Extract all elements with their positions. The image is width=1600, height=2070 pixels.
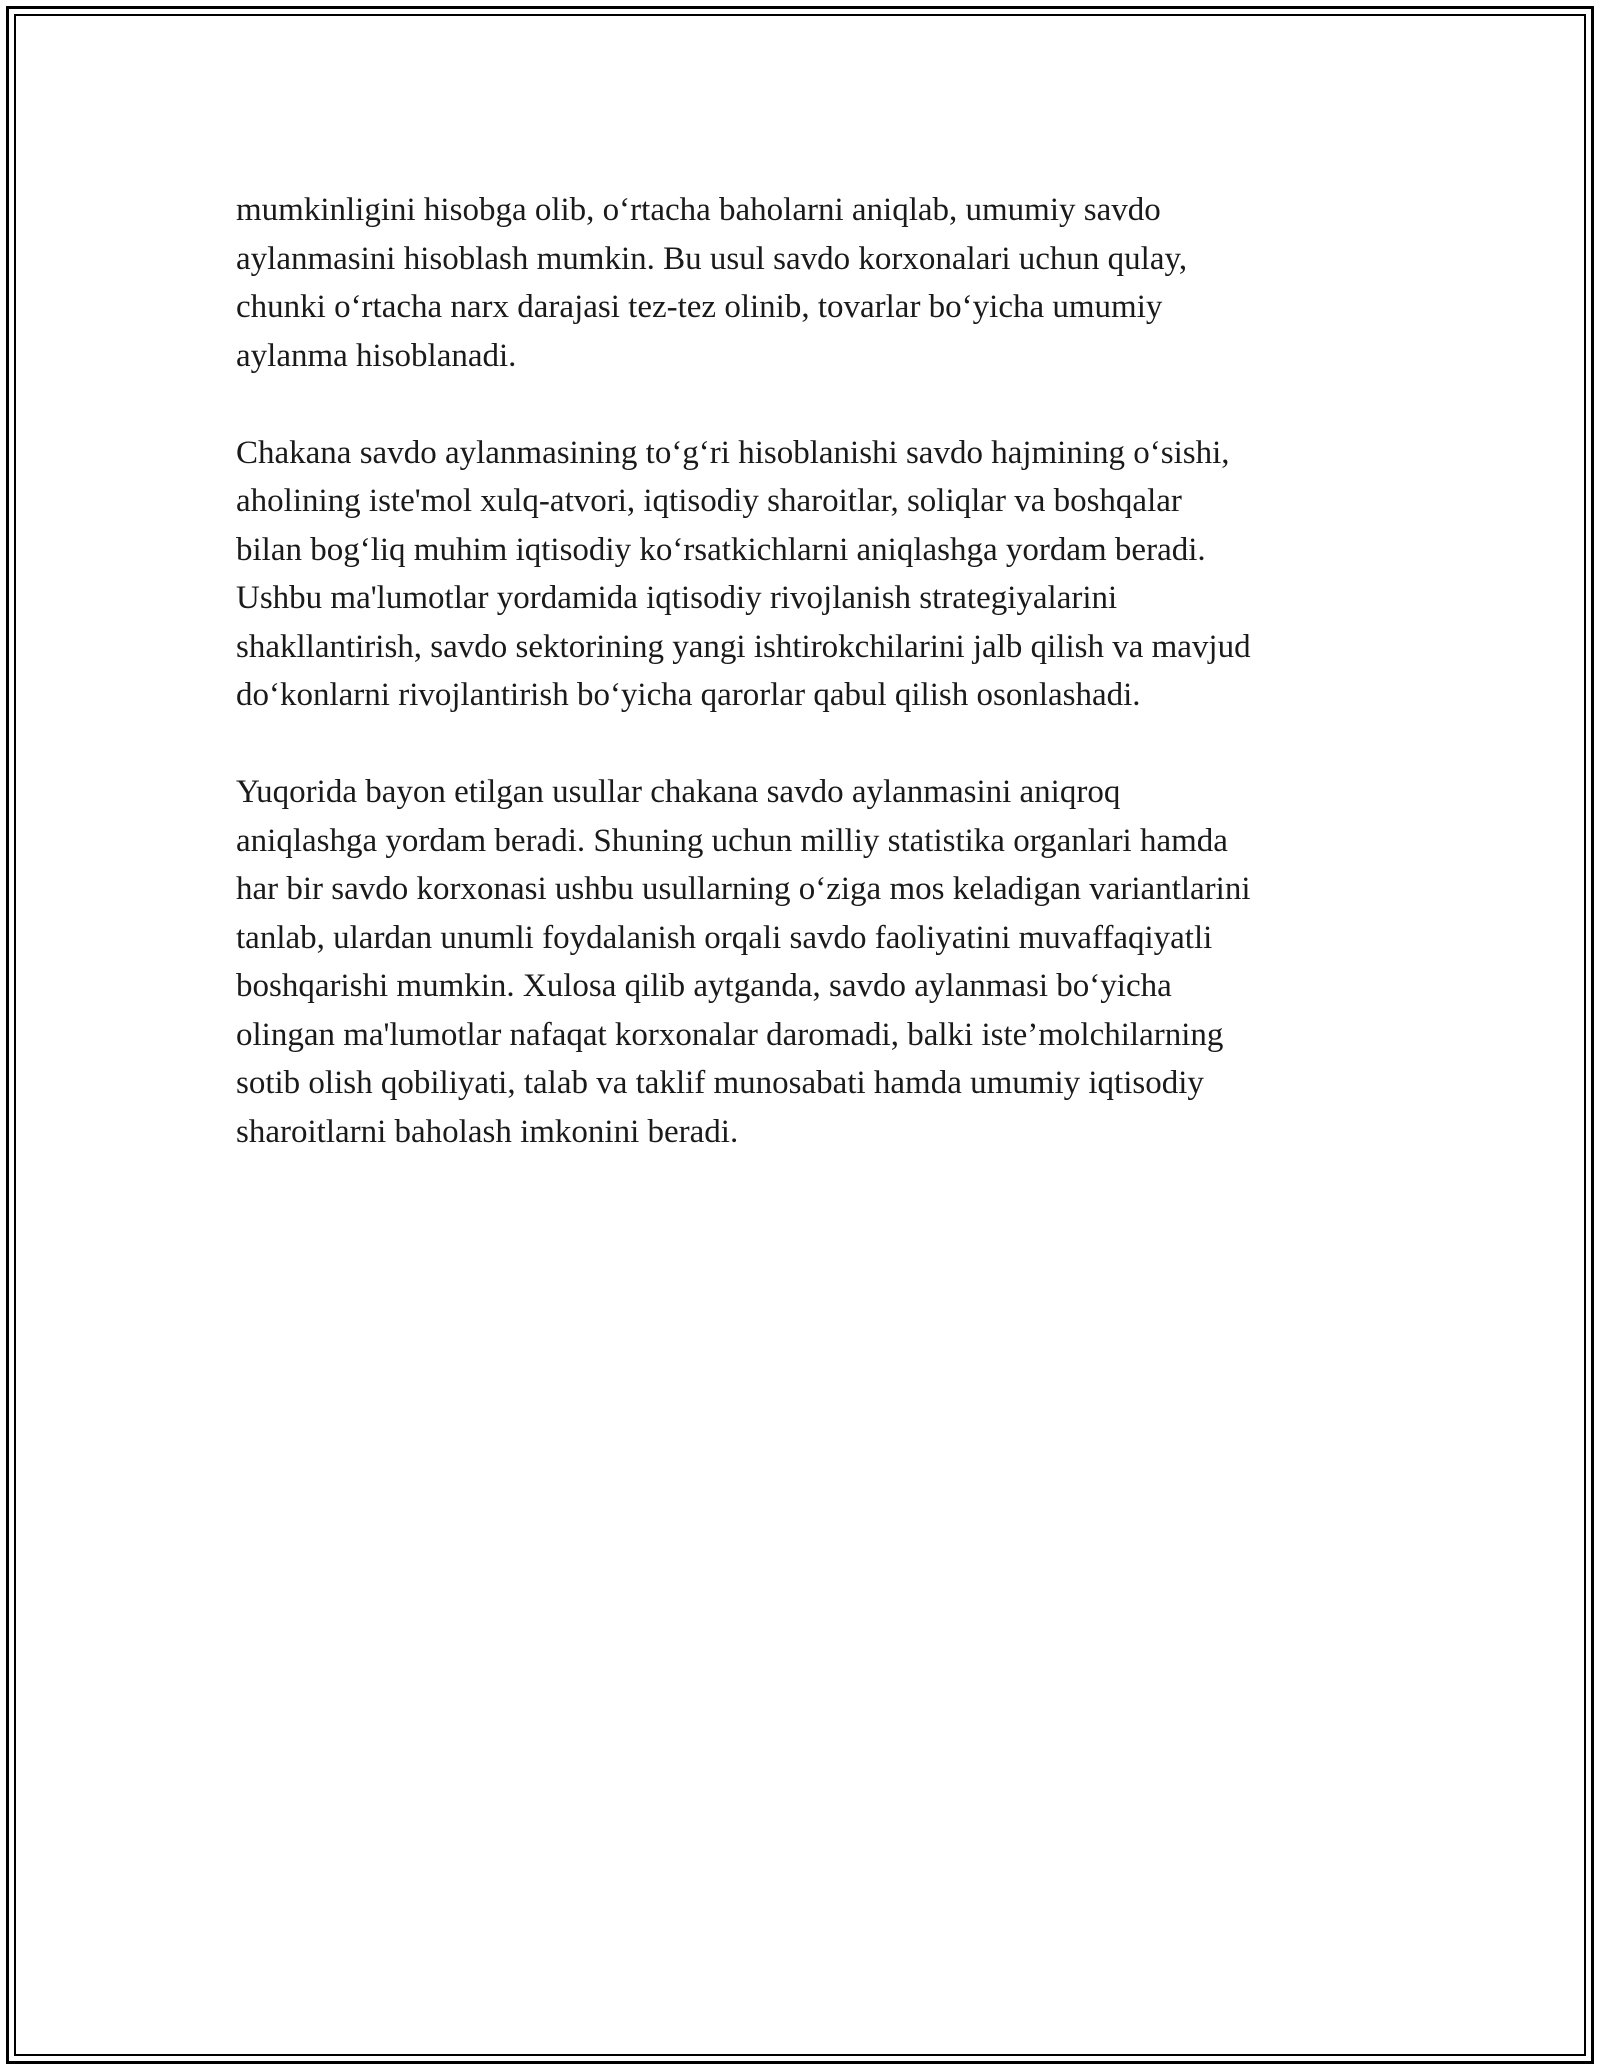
paragraph-3 [236,768,1386,1156]
text-line: aylanmasini hisoblash mumkin. Bu usul savdo korxonalari uchun qulay, [236,240,1188,277]
text-line: olingan ma'lumotlar nafaqat korxonalar daromadi, balki iste’molchilarning [236,1016,1224,1053]
text-line: boshqarishi mumkin. Xulosa qilib aytganda, savdo aylanmasi bo‘yicha [236,968,1172,1004]
text-line: mumkinligini hisobga olib, o‘rtacha baholarni aniqlab, umumiy savdo [236,192,1161,228]
text-line: aylanma hisoblanadi. [236,337,517,374]
text-line: do‘konlarni rivojlantirish bo‘yicha qarorlar qabul qilish osonlashadi. [236,677,1141,713]
text-line: har bir savdo korxonasi ushbu usullarning o‘ziga mos keladigan variantlarini [236,871,1251,907]
text-line: Chakana savdo aylanmasining to‘g‘ri hisoblanishi savdo hajmining o‘sishi, [236,434,1230,471]
paragraph-2 [236,429,1386,720]
text-line: shakllantirish, savdo sektorining yangi ishtirokchilarini jalb qilish va mavjud [236,628,1251,665]
text-line: aholining iste'mol xulq-atvori, iqtisodiy sharoitlar, soliqlar va boshqalar [236,483,1182,519]
text-line: bilan bog‘liq muhim iqtisodiy ko‘rsatkichlarni aniqlashga yordam beradi. [236,531,1206,568]
text-line: aniqlashga yordam beradi. Shuning uchun milliy statistika organlari hamda [236,822,1228,859]
paragraph-1 [236,186,1386,380]
text-line: sharoitlarni baholash imkonini beradi. [236,1113,739,1150]
text-line: Yuqorida bayon etilgan usullar chakana savdo aylanmasini aniqroq [236,774,1121,810]
text-line: chunki o‘rtacha narx darajasi tez-tez olinib, tovarlar bo‘yicha umumiy [236,289,1163,325]
text-line: tanlab, ulardan unumli foydalanish orqali savdo faoliyatini muvaffaqiyatli [236,919,1213,956]
document-body [236,186,1386,1156]
text-line: Ushbu ma'lumotlar yordamida iqtisodiy rivojlanish strategiyalarini [236,580,1118,616]
text-line: sotib olish qobiliyati, talab va taklif munosabati hamda umumiy iqtisodiy [236,1065,1204,1101]
